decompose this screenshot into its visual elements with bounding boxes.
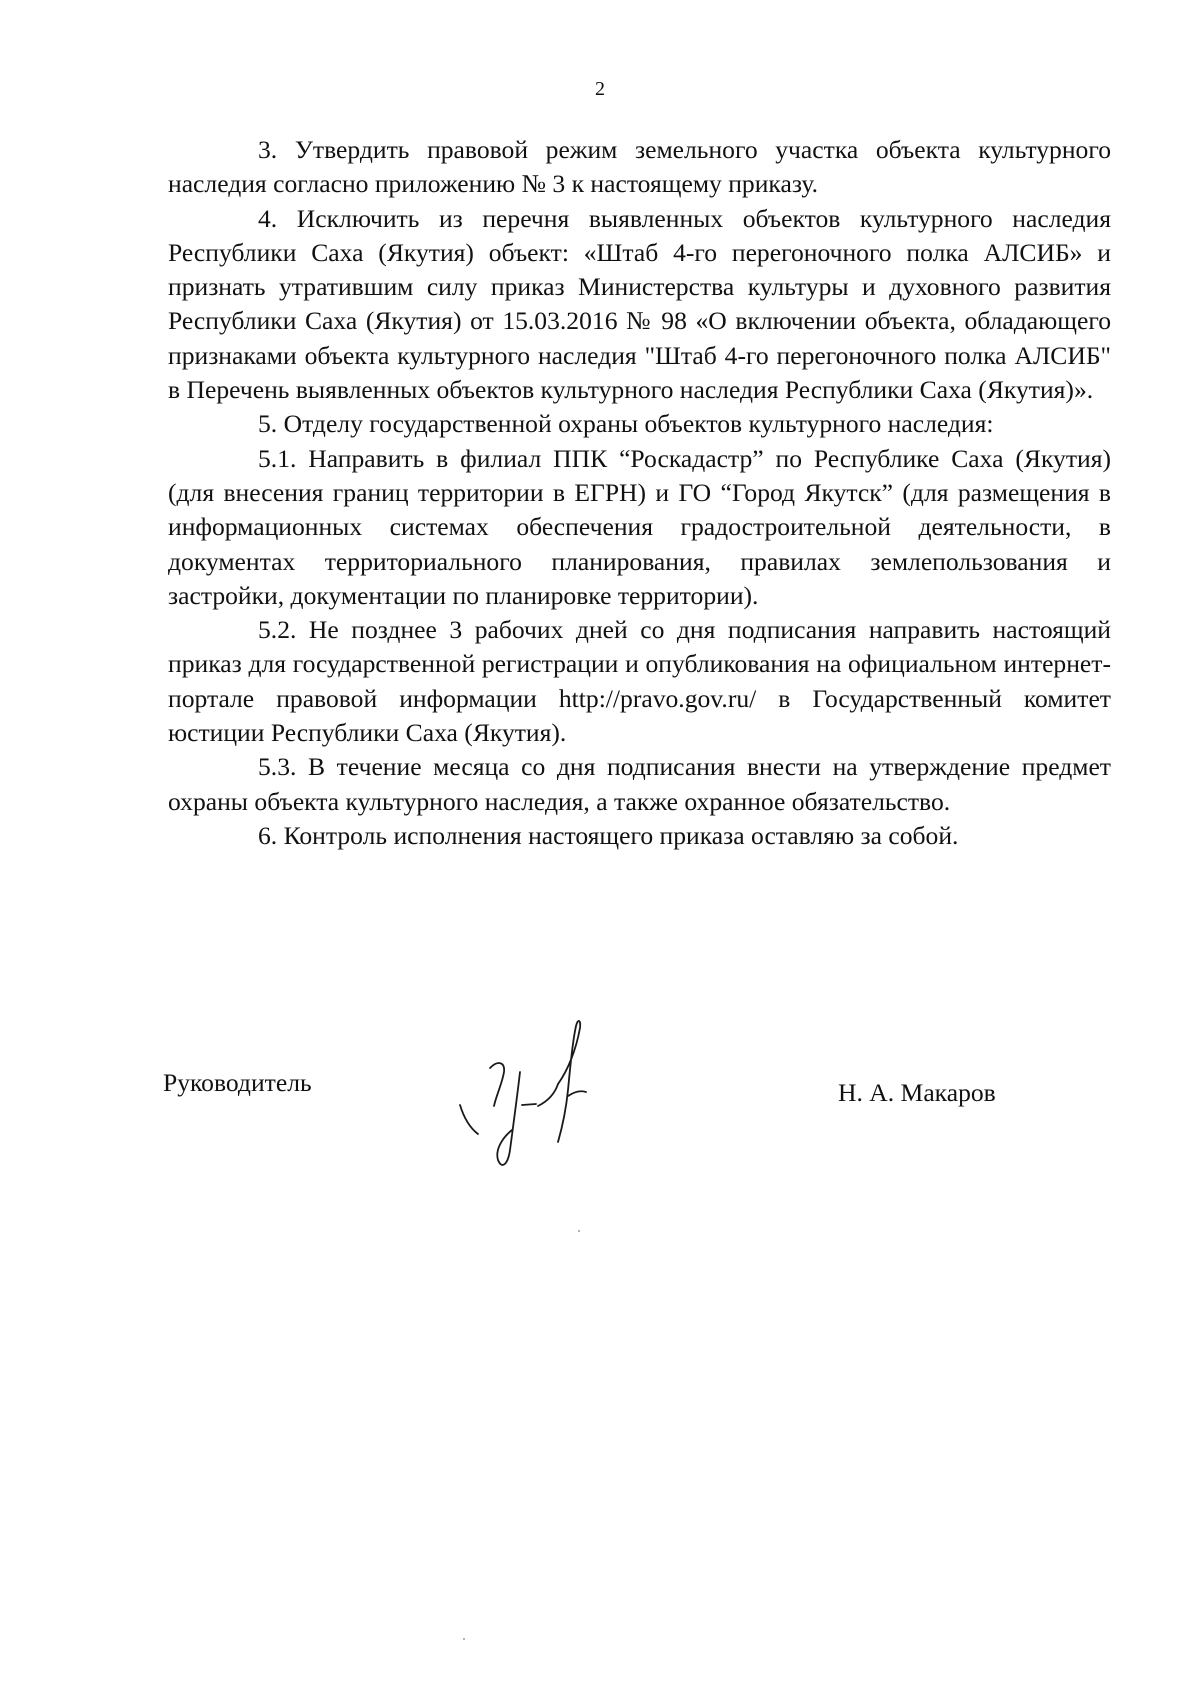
scan-speck bbox=[578, 1230, 580, 1232]
signatory-role: Руководитель bbox=[163, 1068, 312, 1097]
paragraph-5-1: 5.1. Направить в филиал ППК “Роскадастр” по Республике Саха (Якутия) (для внесения границ территории в ЕГРН) и ГО “Город Якутск” (для размещения в информационных системах обеспечения градостроительной деятельности, в документах территориального планирования, правилах землепользования и застройки, документации по планировке территории). bbox=[168, 443, 1111, 610]
paragraph-6: 6. Контроль исполнения настоящего приказа оставляю за собой. bbox=[258, 820, 959, 850]
paragraph-3: 3. Утвердить правовой режим земельного участка объекта культурного наследия согласно приложению № 3 к настоящему приказу. bbox=[168, 135, 1111, 199]
handwritten-signature bbox=[450, 1010, 620, 1185]
paragraph-4: 4. Исключить из перечня выявленных объектов культурного наследия Республики Саха (Якутия) объект: «Штаб 4-го перегоночного полка АЛСИБ» и признать утратившим силу приказ Министерства культуры и духовного развития Республики Саха (Якутия) от 15.03.2016 № 98 «О включении объекта, обладающего признаками объекта культурного наследия "Штаб 4-го перегоночного полка АЛСИБ" в Перечень выявленных объектов культурного наследия Республики Саха (Якутия)». bbox=[168, 203, 1111, 405]
scan-speck bbox=[463, 1638, 465, 1640]
paragraph-5: 5. Отделу государственной охраны объектов культурного наследия: bbox=[258, 409, 994, 439]
document-body bbox=[168, 133, 1111, 853]
paragraph-5-3: 5.3. В течение месяца со дня подписания внести на утверждение предмет охраны объекта культурного наследия, а также охранное обязательство. bbox=[168, 752, 1111, 816]
paragraph-5-2: 5.2. Не позднее 3 рабочих дней со дня подписания направить настоящий приказ для государственной регистрации и опубликования на официальном интернет-портале правовой информации http://pravo.gov.ru/ в Государственный комитет юстиции Республики Саха (Якутия). bbox=[168, 615, 1111, 748]
page-number: 2 bbox=[595, 78, 605, 100]
signature-block bbox=[0, 1010, 1200, 1190]
signatory-name: Н. А. Макаров bbox=[838, 1078, 996, 1107]
